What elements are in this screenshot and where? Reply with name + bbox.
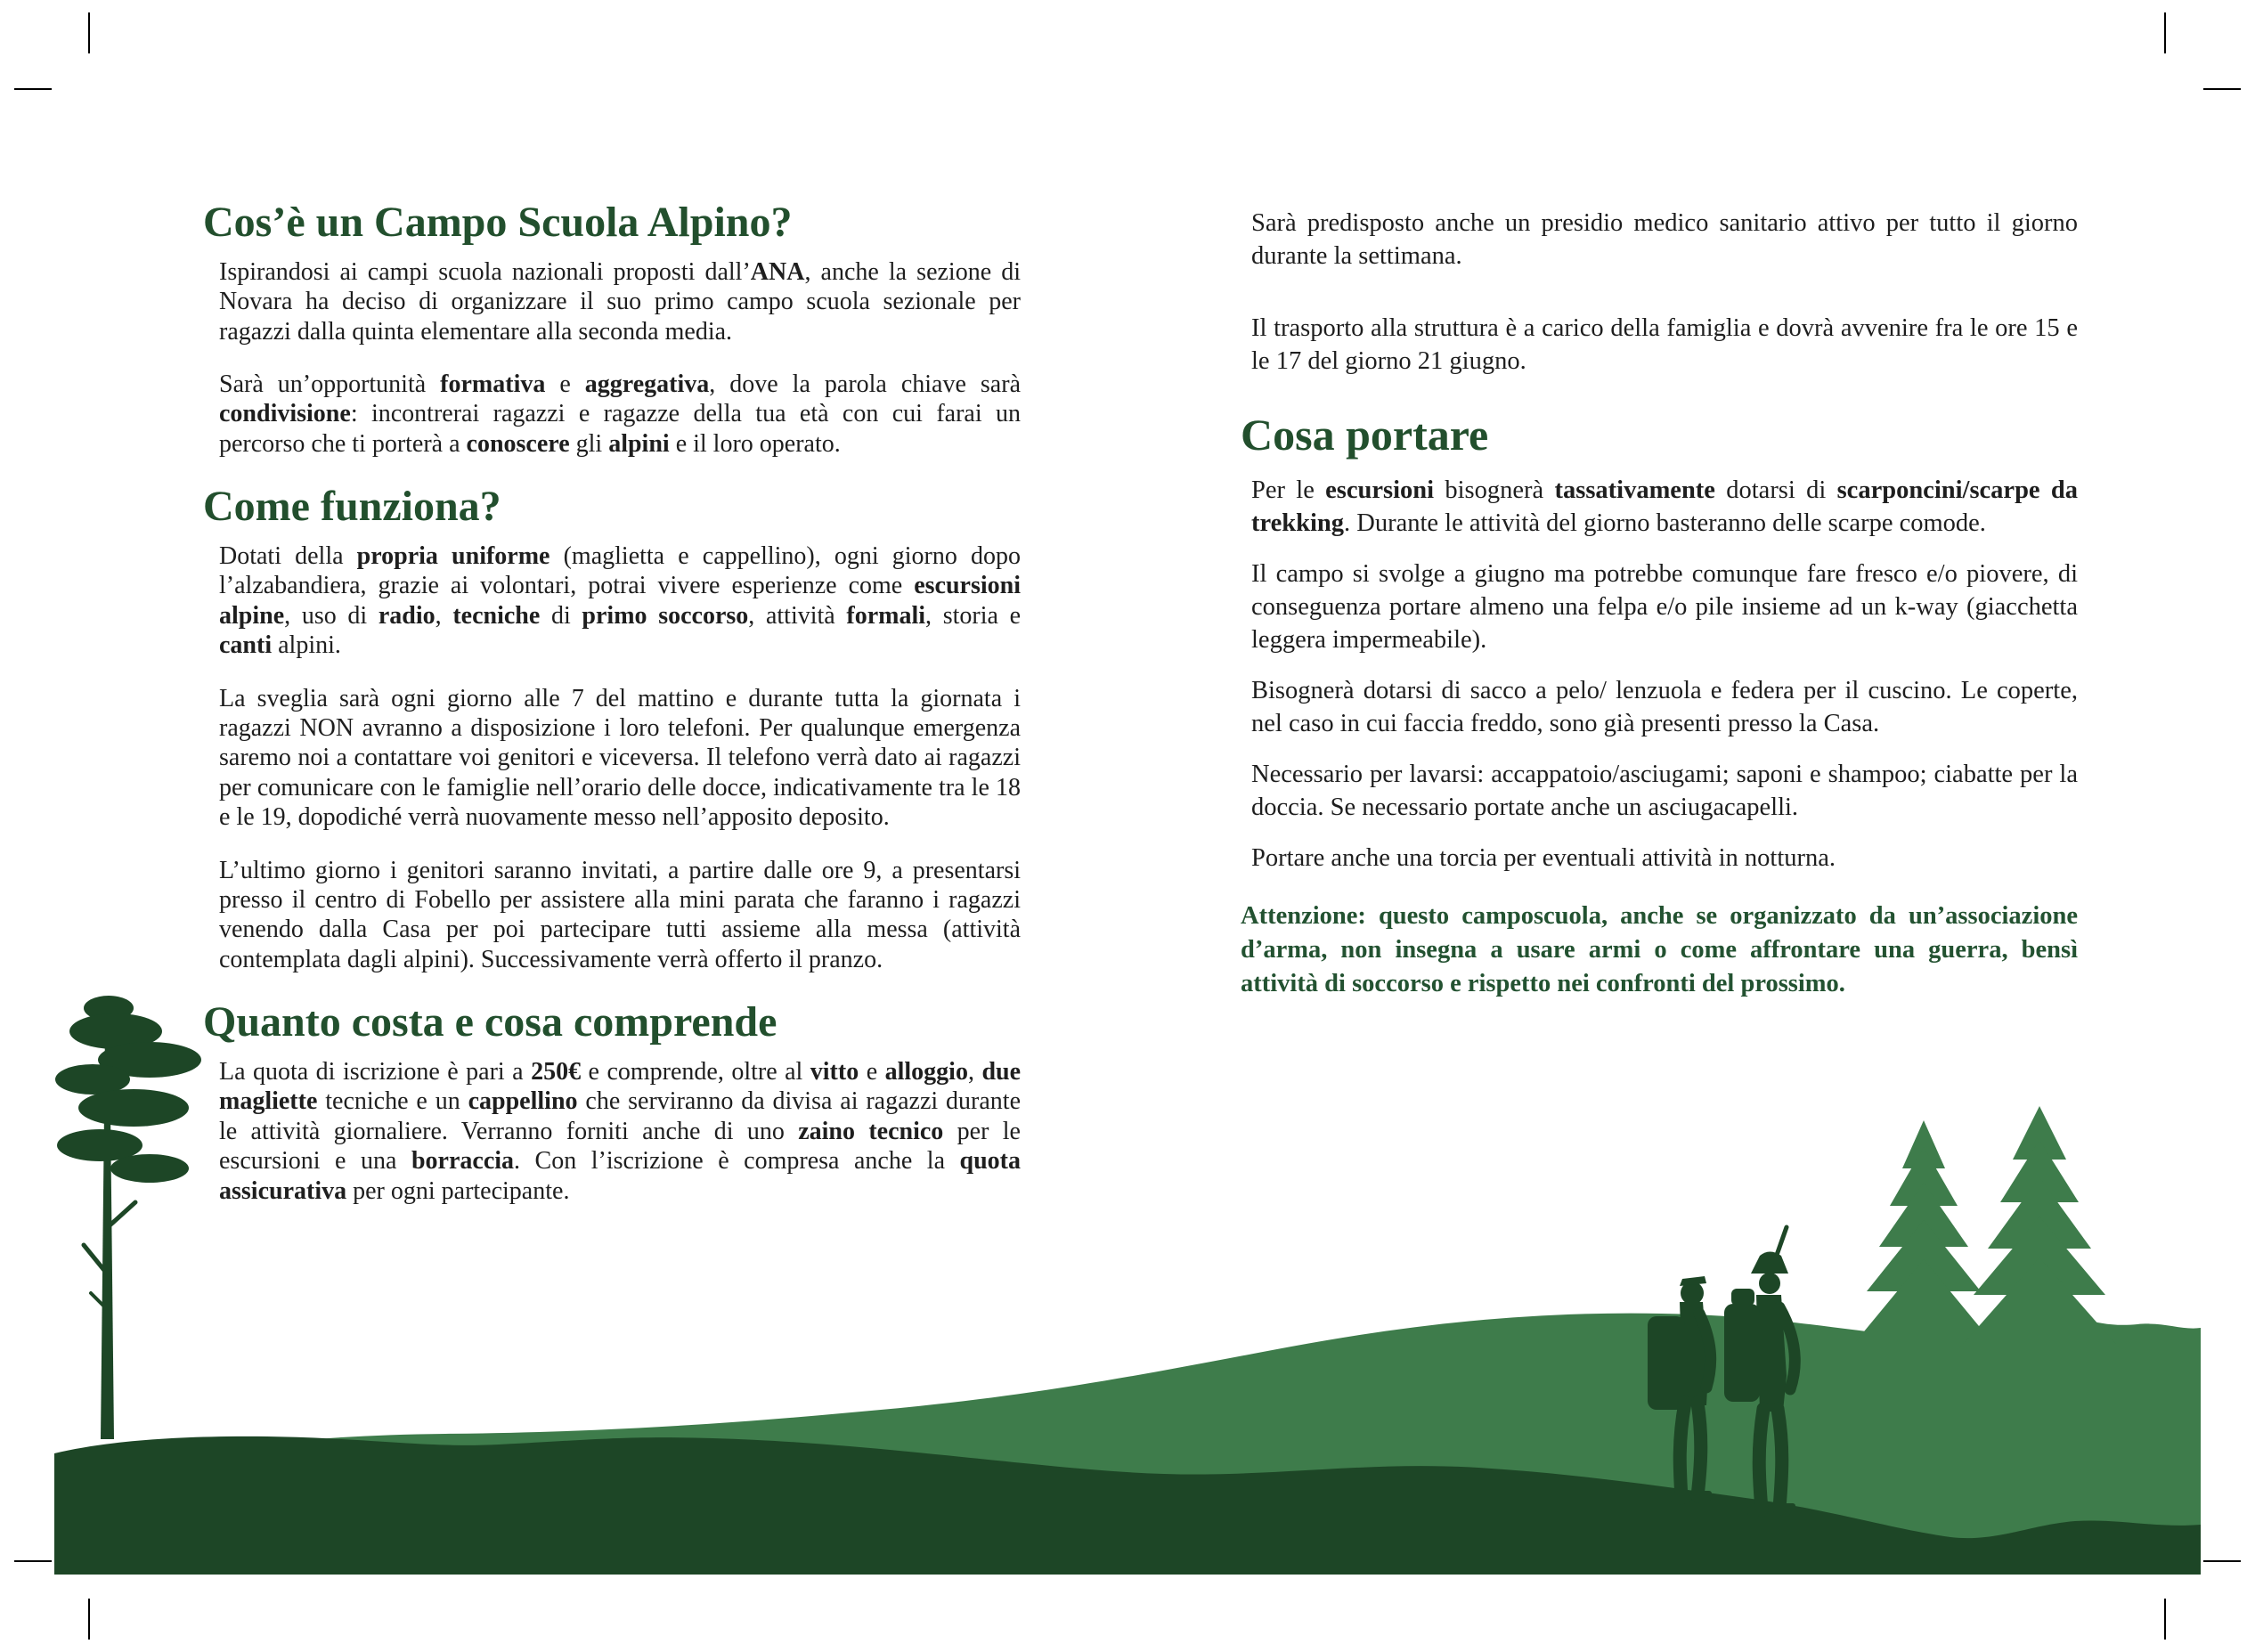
heading-come-funziona: Come funziona? bbox=[203, 483, 501, 531]
paragraph-ultimo-giorno: L’ultimo giorno i genitori saranno invitati, a partire dalle ore 9, a presentarsi presso il centro di Fobello per assistere alla mini parata che faranno i ragazzi venendo dalla Casa per poi partecipare tutti assieme alla messa (attività contemplata dagli alpini). Successivamente verrà offerto il pranzo. bbox=[219, 856, 1021, 973]
paragraph-attenzione: Attenzione: questo camposcuola, anche se organizzato da un’associazione d’arma, non insegna a usare armi o come affrontare una guerra, bensì attività di soccorso e rispetto nei confronti del prossimo. bbox=[1241, 902, 2078, 997]
spruce-trees-icon bbox=[1856, 1106, 2120, 1380]
paragraph-sacco-a-pelo: Bisognerà dotarsi di sacco a pelo/ lenzuola e federa per il cuscino. Le coperte, nel caso in cui faccia freddo, sono già presenti presso la Casa. bbox=[1251, 677, 2078, 737]
paragraph-necessario-lavarsi: Necessario per lavarsi: accappatoio/asciugami; saponi e shampoo; ciabatte per la doccia. Se necessario portate anche un asciugacapelli. bbox=[1251, 761, 2078, 821]
right-column bbox=[1241, 207, 2078, 1019]
paragraph-uniforme: Dotati della propria uniforme (maglietta e cappellino), ogni giorno dopo l’alzabandiera, grazie ai volontari, potrai vivere esperienze come escursioni alpine, uso di radio, tecniche di primo soccorso, attività formali, storia e canti alpini. bbox=[219, 541, 1022, 660]
left-column bbox=[203, 199, 1021, 1229]
heading-cosa-portare: Cosa portare bbox=[1241, 410, 1489, 460]
paragraph-scarponcini: Per le escursioni bisognerà tassativamente dotarsi di scarponcini/scarpe da trekking. Durante le attività del giorno basteranno delle scarpe comode. bbox=[1251, 476, 2078, 537]
paragraph-quota-iscrizione: La quota di iscrizione è pari a 250€ e comprende, oltre al vitto e alloggio, due magliette tecniche e un cappellino che serviranno da divisa ai ragazzi durante le attività giornaliere. Verranno forniti anche di uno zaino tecnico per le escursioni e una borraccia. Con l’iscrizione è compresa anche la quota assicurativa per ogni partecipante. bbox=[219, 1057, 1022, 1205]
paragraph-torcia: Portare anche una torcia per eventuali attività in notturna. bbox=[1251, 844, 1836, 872]
spruce-tree-left bbox=[1856, 1120, 1991, 1371]
paragraph-ispirandosi: Ispirandosi ai campi scuola nazionali proposti dall’ANA, anche la sezione di Novara ha deciso di organizzare il suo primo campo scuola sezionale per ragazzi dalla quinta elementare alla seconda media. bbox=[219, 257, 1022, 346]
heading-cose-un-campo-scuola-alpino: Cos’è un Campo Scuola Alpino? bbox=[203, 199, 793, 246]
paragraph-opportunita: Sarà un’opportunità formativa e aggregativa, dove la parola chiave sarà condivisione: incontrerai ragazzi e ragazze della tua età con cui farai un percorso che ti porterà a conoscere gli alpini e il loro operato. bbox=[219, 370, 1021, 458]
lone-pine-tree-icon bbox=[55, 996, 201, 1439]
paragraph-trasporto: Il trasporto alla struttura è a carico della famiglia e dovrà avvenire fra le ore 15 e le 17 del giorno 21 giugno. bbox=[1251, 314, 2078, 375]
paragraph-sveglia: La sveglia sarà ogni giorno alle 7 del mattino e durante tutta la giornata i ragazzi NON avranno a disposizione i loro telefoni. Per qualunque emergenza saremo noi a contattare voi genitori e viceversa. Il telefono verrà dato ai ragazzi per comunicare con le famiglie nell’orario delle docce, indicativamente tra le 18 e le 19, dopodiché verrà nuovamente messo nell’apposito deposito. bbox=[219, 684, 1021, 832]
paragraph-meteo: Il campo si svolge a giugno ma potrebbe comunque fare fresco e/o piovere, di conseguenza portare almeno una felpa e/o pile insieme ad un k-way (giacchetta leggera impermeabile). bbox=[1251, 560, 2078, 654]
heading-quanto-costa: Quanto costa e cosa comprende bbox=[203, 998, 777, 1046]
paragraph-presidio-medico: Sarà predisposto anche un presidio medico sanitario attivo per tutto il giorno durante la settimana. bbox=[1251, 209, 2078, 270]
spruce-tree-right bbox=[1959, 1106, 2120, 1380]
